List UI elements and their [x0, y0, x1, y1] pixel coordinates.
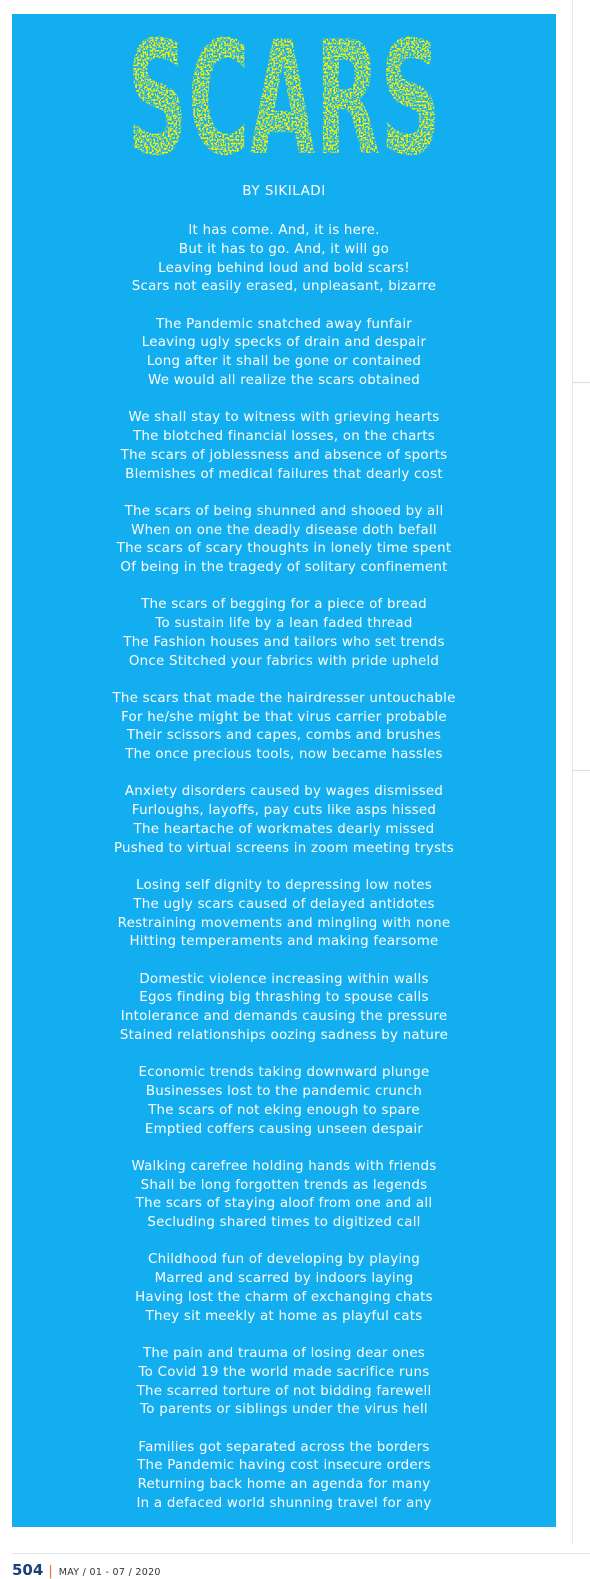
poem-line: Stained relationships oozing sadness by nature — [119, 1028, 449, 1044]
poem-line: Furloughs, layoffs, pay cuts like asps hissed — [131, 803, 437, 819]
poem-line: Blemishes of medical failures that dearly cost — [125, 466, 443, 482]
poem-line: The ugly scars caused of delayed antidotes — [133, 896, 435, 912]
poem-body — [12, 222, 556, 1532]
poem-line: Losing self dignity to depressing low notes — [136, 878, 432, 894]
poem-line: The Fashion houses and tailors who set trends — [123, 634, 445, 650]
poem-line: Anxiety disorders caused by wages dismissed — [124, 784, 444, 800]
poem-line: Leaving ugly specks of drain and despair — [141, 335, 427, 351]
column-divider — [572, 0, 573, 1545]
poem-line: The pain and trauma of losing dear ones — [142, 1345, 426, 1361]
footer-separator: | — [48, 1564, 53, 1579]
poem-line: The scars that made the hairdresser untouchable — [112, 690, 456, 706]
poem-line: Shall be long forgotten trends as legends — [140, 1177, 428, 1193]
poem-line: They sit meekly at home as playful cats — [145, 1308, 423, 1324]
stanza — [12, 1439, 556, 1514]
poem-line: Hitting temperaments and making fearsome — [129, 934, 439, 950]
author-byline: BY SIKILADI — [242, 183, 326, 199]
poem-line: To sustain life by a lean faded thread — [155, 616, 413, 632]
poem-line: The heartache of workmates dearly missed — [133, 822, 435, 838]
stanza — [12, 1251, 556, 1326]
stanza — [12, 316, 556, 391]
poem-line: The scars of being shunned and shooed by all — [124, 503, 444, 519]
poem-line: Restraining movements and mingling with none — [117, 915, 451, 931]
poem-line: We would all realize the scars obtained — [148, 372, 420, 388]
stanza — [12, 503, 556, 578]
poem-line: Secluding shared times to digitized call — [147, 1215, 421, 1231]
poem-line: Businesses lost to the pandemic crunch — [145, 1084, 423, 1099]
poem-line: The scars of not eking enough to spare — [148, 1102, 420, 1118]
poem-line: Childhood fun of developing by playing — [147, 1252, 421, 1268]
poem-line: The once precious tools, now became hassles — [125, 747, 443, 763]
poem-line: Marred and scarred by indoors laying — [154, 1271, 414, 1287]
poem-line: The Pandemic snatched away funfair — [155, 316, 413, 332]
page-number: 504 — [12, 1561, 44, 1579]
poem-line: Economic trends taking downward plunge — [138, 1065, 430, 1081]
poem-line: The blotched financial losses, on the charts — [132, 428, 436, 444]
poem-line: We shall stay to witness with grieving hearts — [128, 410, 440, 426]
poem-line: The scarred torture of not bidding farewell — [136, 1383, 432, 1399]
stanza — [12, 877, 556, 952]
poem-line: Egos finding big thrashing to spouse calls — [139, 990, 429, 1006]
poem-line: It has come. And, it is here. — [188, 223, 380, 238]
poem-line: Domestic violence increasing within walls — [139, 971, 429, 987]
poem-line: Having lost the charm of exchanging chats — [135, 1289, 433, 1305]
column-rule-mark — [573, 770, 590, 771]
title-text: SCARS — [127, 14, 442, 164]
poem-line: Families got separated across the borders — [138, 1439, 430, 1455]
poem-line: The scars of joblessness and absence of sports — [120, 447, 448, 463]
poem-panel — [12, 14, 556, 1527]
stanza — [12, 409, 556, 484]
poem-line: In a defaced world shunning travel for any — [136, 1495, 432, 1511]
poem-title — [12, 14, 556, 164]
poem-line: Long after it shall be gone or contained — [146, 354, 422, 370]
poem-line: The scars of begging for a piece of bread — [141, 597, 427, 613]
stanza — [12, 1158, 556, 1233]
stanza — [12, 1064, 556, 1139]
poem-line: To Covid 19 the world made sacrifice runs — [138, 1364, 430, 1380]
footer-divider — [12, 1553, 590, 1554]
poem-line: To parents or siblings under the virus hell — [140, 1402, 428, 1418]
poem-line: Scars not easily erased, unpleasant, bizarre — [131, 279, 437, 295]
poem-line: The Pandemic having cost insecure orders — [137, 1458, 431, 1474]
poem-line: But it has to go. And, it will go — [178, 241, 390, 257]
poem-line: Walking carefree holding hands with friends — [131, 1158, 437, 1174]
stanza — [12, 971, 556, 1046]
poem-line: Leaving behind loud and bold scars! — [158, 260, 410, 276]
stanza — [12, 596, 556, 671]
issue-date: MAY / 01 - 07 / 2020 — [58, 1567, 161, 1578]
page-footer — [12, 1560, 161, 1579]
poem-line: Of being in the tragedy of solitary confinement — [120, 560, 448, 576]
poem-line: Intolerance and demands causing the pressure — [120, 1009, 448, 1025]
poem-line: The scars of scary thoughts in lonely time spent — [116, 541, 452, 557]
poem-line: When on one the deadly disease doth befall — [131, 522, 437, 538]
stanza — [12, 690, 556, 765]
poem-line: Emptied coffers causing unseen despair — [144, 1121, 424, 1137]
title-artwork — [12, 14, 556, 164]
stanza — [12, 222, 556, 297]
column-rule-mark — [573, 382, 590, 383]
poem-line: Pushed to virtual screens in zoom meeting trysts — [113, 840, 455, 856]
poem-line: Their scissors and capes, combs and brushes — [126, 728, 442, 744]
stanza — [12, 1345, 556, 1420]
poem-line: For he/she might be that virus carrier probable — [121, 709, 447, 725]
stanza — [12, 783, 556, 858]
poem-line: Returning back home an agenda for many — [137, 1477, 431, 1493]
poem-line: The scars of staying aloof from one and all — [135, 1196, 433, 1212]
poem-line: Once Stitched your fabrics with pride upheld — [128, 653, 440, 669]
